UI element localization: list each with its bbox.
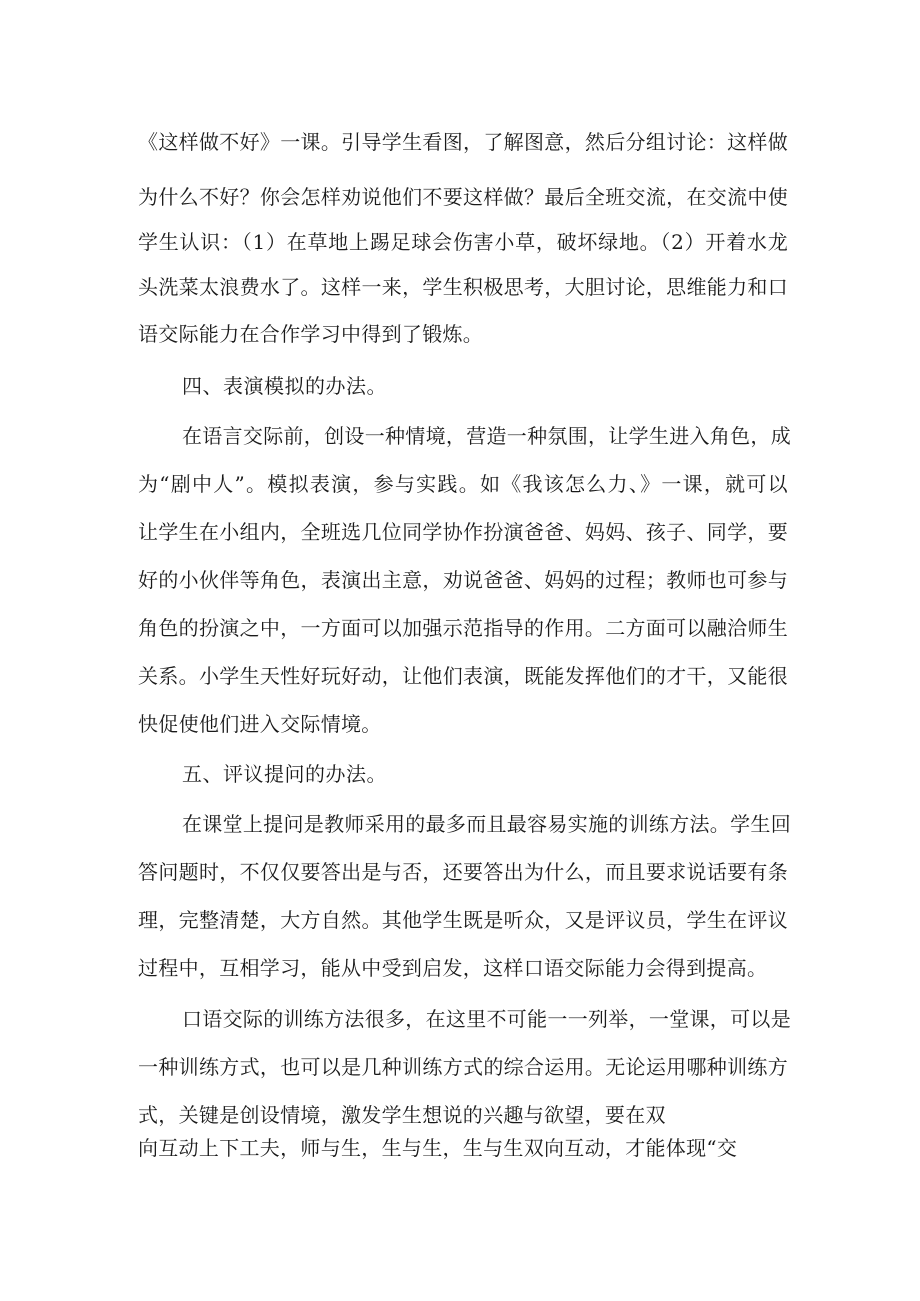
paragraph-line: 关系。小学生天性好玩好动，让他们表演，既能发挥他们的才干，又能很 bbox=[138, 664, 788, 688]
paragraph-line: 好的小伙伴等角色，表演出主意，劝说爸爸、妈妈的过程；教师也可参与 bbox=[138, 568, 788, 592]
paragraph-line: 为“剧中人”。模拟表演，参与实践。如《我该怎么力、》一课，就可以 bbox=[138, 472, 788, 496]
paragraph-line: 在课堂上提问是教师采用的最多而且最容易实施的训练方法。学生回 bbox=[182, 812, 791, 836]
paragraph-line: 头洗菜太浪费水了。这样一来，学生积极思考，大胆讨论，思维能力和口 bbox=[138, 275, 788, 299]
paragraph-line: 口语交际的训练方法很多，在这里不可能一一列举，一堂课，可以是 bbox=[182, 1007, 791, 1031]
section-heading-four: 四、表演模拟的办法。 bbox=[182, 374, 387, 398]
paragraph-line: 语交际能力在合作学习中得到了锻炼。 bbox=[138, 322, 484, 346]
paragraph-line: 向互动上下工夫，师与生，生与生，生与生双向互动，才能体现“交 bbox=[138, 1136, 738, 1160]
paragraph-line: 角色的扮演之中，一方面可以加强示范指导的作用。二方面可以融洽师生 bbox=[138, 616, 788, 640]
paragraph-line: 一种训练方式，也可以是几种训练方式的综合运用。无论运用哪种训练方 bbox=[138, 1055, 788, 1079]
paragraph-line: 答问题时，不仅仅要答出是与否，还要答出为什么，而且要求说话要有条 bbox=[138, 860, 788, 884]
paragraph-line: 学生认识：（1）在草地上踢足球会伤害小草，破坏绿地。（2）开着水龙 bbox=[138, 230, 788, 254]
paragraph-line: 过程中，互相学习，能从中受到启发，这样口语交际能力会得到提高。 bbox=[138, 956, 768, 980]
paragraph-line: 理，完整清楚，大方自然。其他学生既是听众，又是评议员，学生在评议 bbox=[138, 908, 788, 932]
section-heading-five: 五、评议提问的办法。 bbox=[182, 762, 387, 786]
paragraph-line: 式，关键是创设情境，激发学生想说的兴趣与欲望，要在双 bbox=[138, 1103, 666, 1127]
paragraph-line: 快促使他们进入交际情境。 bbox=[138, 712, 382, 736]
paragraph-line: 让学生在小组内，全班选几位同学协作扮演爸爸、妈妈、孩子、同学，要 bbox=[138, 520, 788, 544]
paragraph-line: 《这样做不好》一课。引导学生看图，了解图意，然后分组讨论：这样做 bbox=[138, 130, 788, 154]
paragraph-line: 为什么不好？你会怎样劝说他们不要这样做？最后全班交流，在交流中使 bbox=[138, 185, 788, 209]
paragraph-line: 在语言交际前，创设一种情境，营造一种氛围，让学生进入角色，成 bbox=[182, 424, 791, 448]
